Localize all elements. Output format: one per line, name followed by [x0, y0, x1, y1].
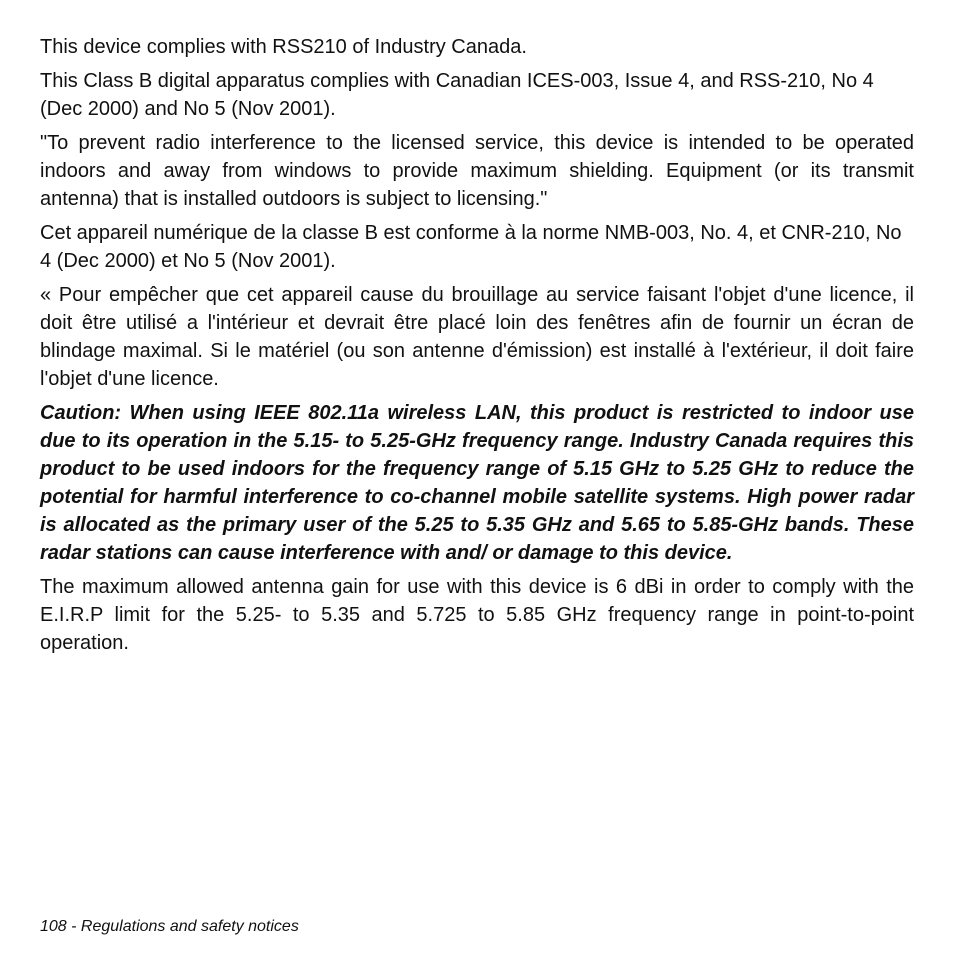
paragraph-french-interference: « Pour empêcher que cet appareil cause du brouillage au service faisant l'objet d'une licence, il doit être utilisé a l'intérieur et devrait être placé loin des fenêtres afin de fournir un écran de blindage maximal. Si le matériel (ou son antenne d'émission) est installé à l'extérieur, il doit faire l'objet d'une licence. — [40, 284, 914, 390]
paragraph-class-b-ices: This Class B digital apparatus complies with Canadian ICES-003, Issue 4, and RSS-210, No 4 (Dec 2000) and No 5 (Nov 2001). — [40, 70, 874, 120]
paragraph-french-class-b: Cet appareil numérique de la classe B est conforme à la norme NMB-003, No. 4, et CNR-210, No 4 (Dec 2000) et No 5 (Nov 2001). — [40, 222, 902, 272]
page-footer: 108 - Regulations and safety notices — [40, 918, 299, 935]
document-body — [40, 33, 914, 663]
paragraph-antenna-gain: The maximum allowed antenna gain for use with this device is 6 dBi in order to comply with the E.I.R.P limit for the 5.25- to 5.35 and 5.725 to 5.85 GHz frequency range in point-to-point operation. — [40, 576, 914, 654]
paragraph-interference-quote: "To prevent radio interference to the licensed service, this device is intended to be operated indoors and away from windows to provide maximum shielding. Equipment (or its transmit antenna) that is installed outdoors is subject to licensing." — [40, 132, 914, 210]
paragraph-rss210: This device complies with RSS210 of Industry Canada. — [40, 36, 527, 58]
paragraph-caution: Caution: When using IEEE 802.11a wireless LAN, this product is restricted to indoor use due to its operation in the 5.15- to 5.25-GHz frequency range. Industry Canada requires this product to be used indoors for the frequency range of 5.15 GHz to 5.25 GHz to reduce the potential for harmful interference to co-channel mobile satellite systems. High power radar is allocated as the primary user of the 5.25 to 5.35 GHz and 5.65 to 5.85-GHz bands. These radar stations can cause interference with and/ or damage to this device. — [40, 402, 914, 564]
